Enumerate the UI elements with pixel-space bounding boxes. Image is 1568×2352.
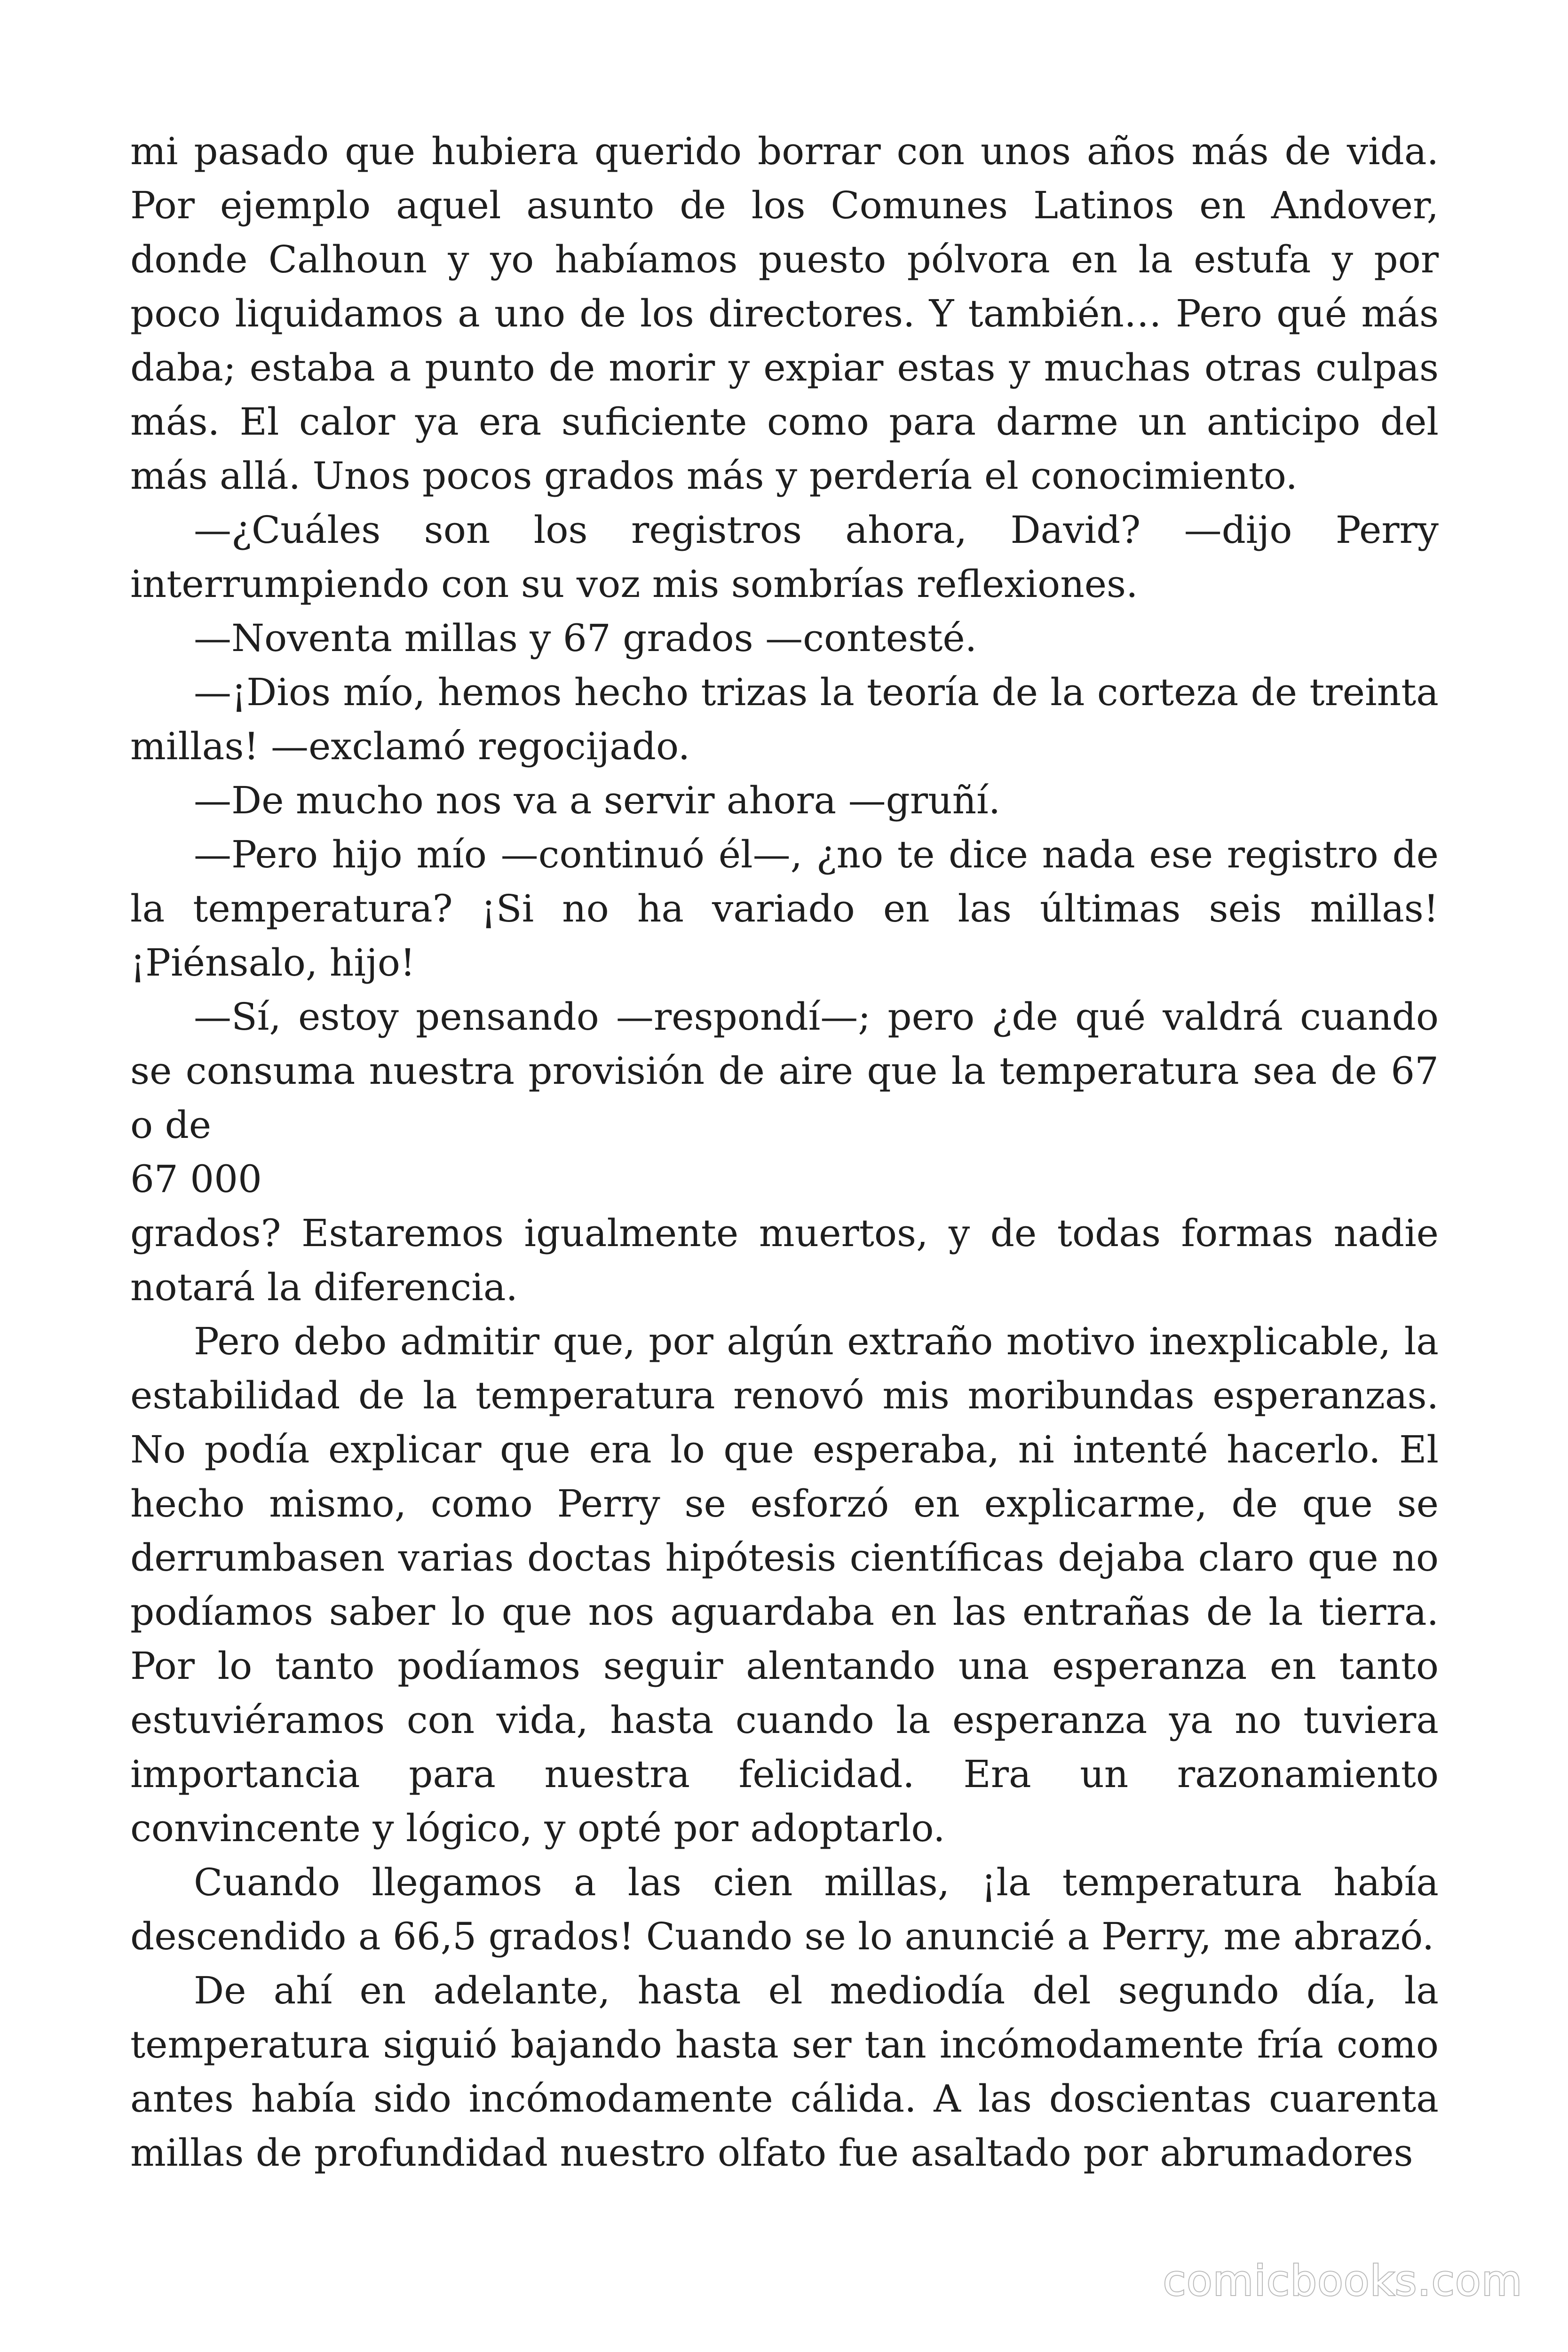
paragraph-8: 67 000 xyxy=(130,1157,262,1201)
paragraph-7: —Sí, estoy pensando —respondí—; pero ¿de qué valdrá cuando se consuma nuestra provisión de aire que la temperatura sea de 67 o de xyxy=(130,995,1439,1147)
paragraph-1: mi pasado que hubiera querido borrar con unos años más de vida. Por ejemplo aquel asunto de los Comunes Latinos en Andover, donde Calhoun y yo habíamos puesto pólvora en la estufa y por poco liquidamos a uno de los directores. Y también… Pero qué más daba; estaba a punto de morir y expiar estas y muchas otras culpas más. El calor ya era suficiente como para darme un anticipo del más allá. Unos pocos grados más y perdería el conocimiento. xyxy=(130,129,1439,498)
paragraph-10: Pero debo admitir que, por algún extraño motivo inexplicable, la estabilidad de la temperatura renovó mis moribundas esperanzas. No podía explicar que era lo que esperaba, ni intenté hacerlo. El hecho mismo, como Perry se esforzó en explicarme, de que se derrumbasen varias doctas hipótesis científicas dejaba claro que no podíamos saber lo que nos aguardaba en las entrañas de la tierra. Por lo tanto podíamos seguir alentando una esperanza en tanto estuviéramos con vida, hasta cuando la esperanza ya no tuviera importancia para nuestra felicidad. Era un razonamiento convincente y lógico, y opté por adoptarlo. xyxy=(130,1319,1439,1850)
paragraph-11: Cuando llegamos a las cien millas, ¡la temperatura había descendido a 66,5 grados! Cuando se lo anuncié a Perry, me abrazó. xyxy=(130,1860,1439,1958)
paragraph-3: —Noventa millas y 67 grados —contesté. xyxy=(194,616,977,660)
paragraph-12: De ahí en adelante, hasta el mediodía del segundo día, la temperatura siguió bajando hasta ser tan incómodamente fría como antes había sido incómodamente cálida. A las doscientas cuarenta millas de profundidad nuestro olfato fue asaltado por abrumadores xyxy=(130,1969,1439,2175)
watermark-logo: comicbooks.com xyxy=(1163,2257,1523,2305)
paragraph-2: —¿Cuáles son los registros ahora, David? —dijo Perry interrumpiendo con su voz mis sombrías reflexiones. xyxy=(130,508,1439,606)
paragraph-6: —Pero hijo mío —continuó él—, ¿no te dice nada ese registro de la temperatura? ¡Si no ha variado en las últimas seis millas! ¡Piénsalo, hijo! xyxy=(130,833,1439,985)
paragraph-9: grados? Estaremos igualmente muertos, y de todas formas nadie notará la diferencia. xyxy=(130,1211,1439,1309)
paragraph-5: —De mucho nos va a servir ahora —gruñí. xyxy=(194,779,1001,822)
book-page-text xyxy=(130,124,1439,2180)
paragraph-4: —¡Dios mío, hemos hecho trizas la teoría de la corteza de treinta millas! —exclamó regocijado. xyxy=(130,670,1439,768)
